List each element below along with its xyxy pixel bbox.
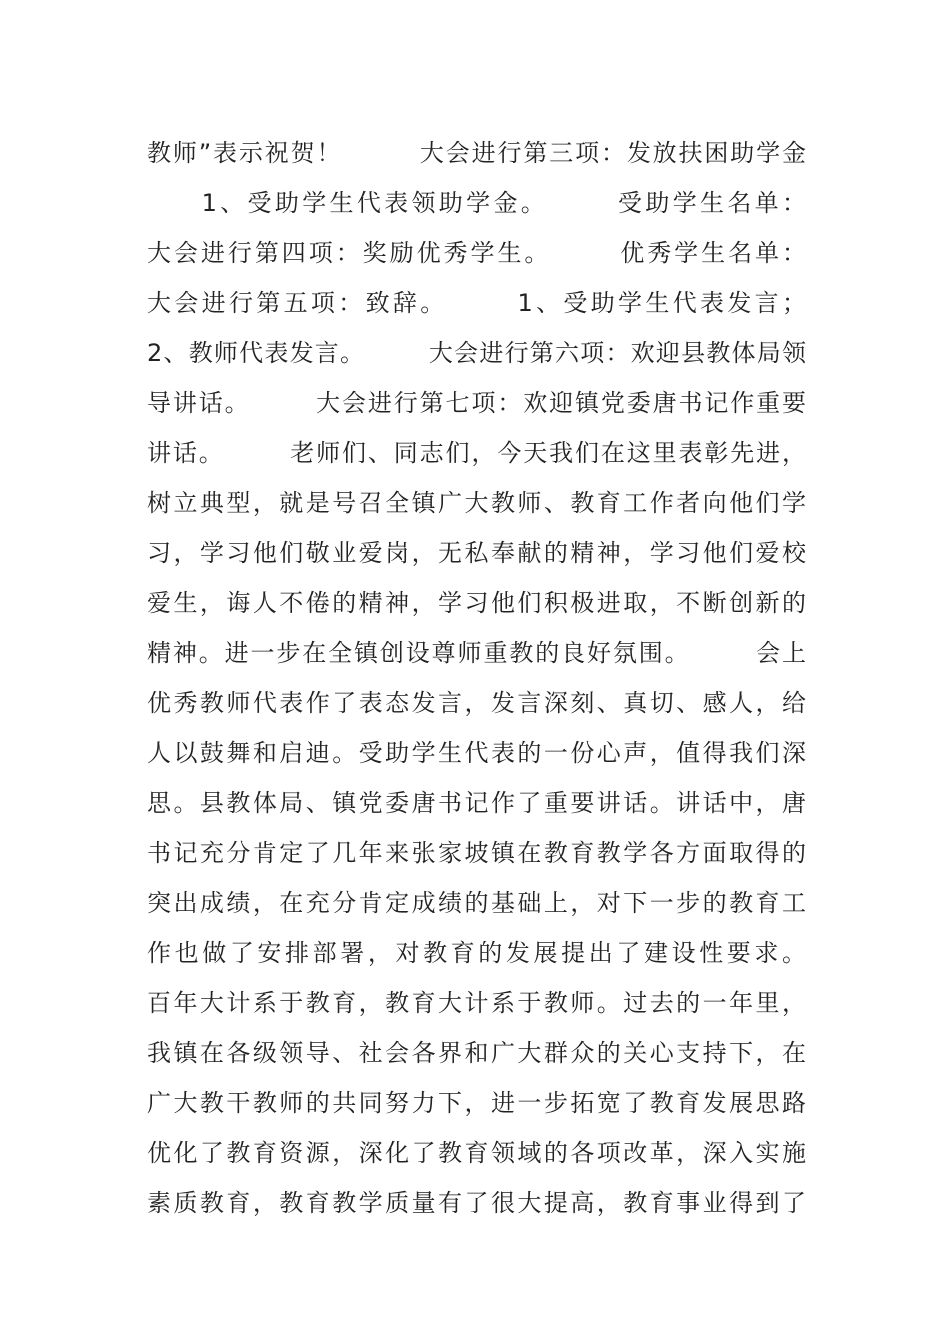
text-line: 突出成绩，在充分肯定成绩的基础上，对下一步的教育工 <box>147 889 807 917</box>
body-text <box>147 128 807 1228</box>
text-line: 讲话。 老师们、同志们，今天我们在这里表彰先进， <box>147 439 807 467</box>
text-line: 精神。进一步在全镇创设尊师重教的良好氛围。 会上 <box>147 639 807 667</box>
text-line: 我镇在各级领导、社会各界和广大群众的关心支持下，在 <box>147 1039 807 1067</box>
text-line: 素质教育，教育教学质量有了很大提高，教育事业得到了 <box>147 1189 807 1217</box>
text-line: 优化了教育资源，深化了教育领域的各项改革，深入实施 <box>147 1139 807 1167</box>
text-line: 大会进行第五项：致辞。 1、受助学生代表发言； <box>147 289 807 317</box>
text-line: 人以鼓舞和启迪。受助学生代表的一份心声，值得我们深 <box>147 739 807 767</box>
text-line: 思。县教体局、镇党委唐书记作了重要讲话。讲话中，唐 <box>147 789 807 817</box>
text-line: 习，学习他们敬业爱岗，无私奉献的精神，学习他们爱校 <box>147 539 807 567</box>
text-line: 优秀教师代表作了表态发言，发言深刻、真切、感人，给 <box>147 689 807 717</box>
text-line: 广大教干教师的共同努力下，进一步拓宽了教育发展思路 <box>147 1089 807 1117</box>
text-line: 百年大计系于教育，教育大计系于教师。过去的一年里， <box>147 989 807 1017</box>
text-line: 1、受助学生代表领助学金。 受助学生名单： <box>147 189 807 217</box>
text-line: 大会进行第四项：奖励优秀学生。 优秀学生名单： <box>147 239 807 267</box>
text-line: 2、教师代表发言。 大会进行第六项：欢迎县教体局领 <box>147 339 807 367</box>
text-line: 作也做了安排部署，对教育的发展提出了建设性要求。 <box>147 939 807 967</box>
text-line: 导讲话。 大会进行第七项：欢迎镇党委唐书记作重要 <box>147 389 807 417</box>
text-line: 教师”表示祝贺！ 大会进行第三项：发放扶困助学金 <box>147 139 807 167</box>
text-line: 树立典型，就是号召全镇广大教师、教育工作者向他们学 <box>147 489 807 517</box>
text-line: 书记充分肯定了几年来张家坡镇在教育教学各方面取得的 <box>147 839 807 867</box>
text-line: 爱生，诲人不倦的精神，学习他们积极进取，不断创新的 <box>147 589 807 617</box>
